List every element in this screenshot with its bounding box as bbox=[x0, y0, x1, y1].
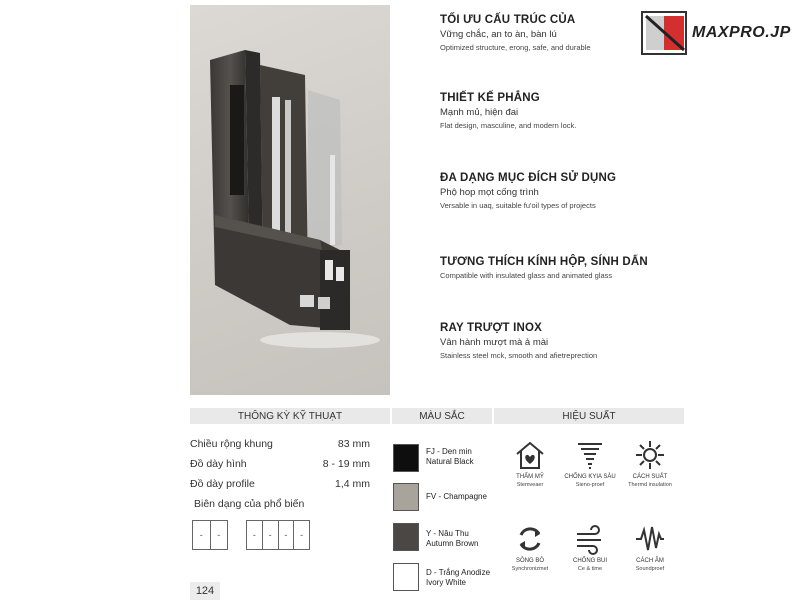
performance-header: HIỆU SUẤT bbox=[494, 408, 684, 424]
feature-en: Compatible with insulated glass and animated glass bbox=[440, 271, 613, 280]
color-label bbox=[426, 492, 487, 502]
color-swatch-white bbox=[393, 563, 419, 591]
spec-row bbox=[190, 478, 370, 490]
spec-row bbox=[190, 458, 370, 470]
color-name: Autumn Brown bbox=[426, 539, 479, 548]
feature-1 bbox=[440, 14, 591, 52]
page-number: 124 bbox=[190, 582, 220, 600]
spec-value: 1,4 mm bbox=[334, 478, 370, 490]
feature-en: Versable in uaq, suitable fu'oil types of projects bbox=[440, 201, 596, 210]
performance-label: CHỐNG BUI bbox=[572, 558, 607, 564]
color-name: Natural Black bbox=[426, 457, 474, 466]
brand-logo bbox=[640, 8, 800, 58]
feature-4 bbox=[440, 256, 648, 280]
profile-label: Biên dạng của phổ biến bbox=[194, 498, 305, 510]
performance-label-en: Synchronizmet bbox=[511, 566, 549, 572]
color-swatch-brown bbox=[393, 523, 419, 551]
color-swatch-black bbox=[393, 444, 419, 472]
specs-header: THÔNG KỲ KỸ THUẠT bbox=[190, 408, 390, 424]
feature-2 bbox=[440, 92, 576, 130]
feature-title: TỐI ƯU CẤU TRÚC CỦA bbox=[440, 14, 576, 26]
four-panel-window-diagram bbox=[246, 520, 310, 550]
recycle-icon bbox=[513, 522, 547, 556]
window-panel: - bbox=[193, 521, 211, 549]
spec-row bbox=[190, 438, 370, 450]
feature-title: TƯƠNG THÍCH KÍNH HỘP, SÍNH DẨN bbox=[440, 256, 648, 268]
window-panel: - bbox=[247, 521, 263, 549]
feature-en: Stainless steel mck, smooth and afietreprection bbox=[440, 351, 598, 360]
color-swatch-champagne bbox=[393, 483, 419, 511]
feature-title: ĐA DẠNG MỤC ĐÍCH SỬ DỤNG bbox=[440, 172, 617, 184]
color-code: FJ - Den min bbox=[426, 447, 472, 456]
performance-item bbox=[500, 438, 560, 488]
house-heart-icon bbox=[513, 438, 547, 472]
product-photo bbox=[190, 5, 390, 395]
feature-5 bbox=[440, 322, 597, 360]
performance-label: CHỐNG KYIA SÀU bbox=[564, 474, 616, 480]
performance-label: SÔNG BÔ bbox=[515, 558, 544, 564]
color-label bbox=[426, 529, 478, 549]
tornado-icon bbox=[573, 438, 607, 472]
performance-item bbox=[620, 438, 680, 488]
feature-vi: Mạnh mủ, hiện đai bbox=[440, 107, 519, 118]
performance-item bbox=[500, 522, 560, 572]
performance-item bbox=[620, 522, 680, 572]
spec-label: Đồ dày hình bbox=[190, 458, 247, 470]
colors-header: MÀU SẮC bbox=[392, 408, 492, 424]
feature-en: Optimized structure, erong, safe, and durable bbox=[440, 43, 591, 52]
feature-vi: Phộ hop mọt cống trình bbox=[440, 187, 539, 198]
spec-label: Đồ dày profile bbox=[190, 478, 255, 490]
feature-vi: Vân hành mượt mà ả mài bbox=[440, 337, 549, 348]
color-code: FV - Champagne bbox=[426, 492, 487, 501]
spec-value: 8 - 19 mm bbox=[322, 458, 370, 470]
performance-label-en: Stemveaer bbox=[516, 482, 544, 488]
performance-label-en: Soundproef bbox=[635, 566, 665, 572]
two-panel-window-diagram bbox=[192, 520, 228, 550]
window-panel: - bbox=[263, 521, 279, 549]
color-label bbox=[426, 568, 490, 588]
performance-label-en: Sieno-proef bbox=[575, 482, 605, 488]
color-code: Y - Nâu Thu bbox=[426, 529, 469, 538]
feature-3 bbox=[440, 172, 616, 210]
brand-name: MAXPRO.JP bbox=[692, 24, 791, 41]
performance-label: THẨM MỸ bbox=[516, 474, 544, 480]
color-code: D - Trắng Anodize bbox=[426, 568, 491, 577]
performance-label-en: Thermd insulation bbox=[628, 482, 672, 488]
color-label bbox=[426, 447, 474, 467]
feature-en: Flat design, masculine, and modern lock. bbox=[440, 121, 577, 130]
color-name: Ivory White bbox=[426, 578, 467, 587]
sound-icon bbox=[633, 522, 667, 556]
feature-title: RAY TRƯỢT INOX bbox=[440, 322, 543, 334]
performance-label-en: Ce & time bbox=[577, 566, 603, 572]
performance-item bbox=[560, 438, 620, 488]
wind-icon bbox=[573, 522, 607, 556]
window-panel: - bbox=[279, 521, 295, 549]
performance-item bbox=[560, 522, 620, 572]
spec-label: Chiều rộng khung bbox=[190, 438, 273, 450]
feature-vi: Vững chắc, an to àn, bàn lú bbox=[440, 29, 557, 40]
performance-label: CÁCH ÂM bbox=[636, 558, 664, 564]
window-profile-illustration bbox=[190, 5, 390, 395]
logo-emblem-icon bbox=[640, 10, 688, 56]
performance-label: CÁCH SUẤT bbox=[632, 474, 668, 480]
spec-value: 83 mm bbox=[337, 438, 370, 450]
sun-snow-icon bbox=[633, 438, 667, 472]
window-panel: - bbox=[217, 530, 221, 540]
window-panel: - bbox=[300, 530, 304, 540]
feature-title: THIẾT KẾ PHẲNG bbox=[440, 92, 540, 104]
